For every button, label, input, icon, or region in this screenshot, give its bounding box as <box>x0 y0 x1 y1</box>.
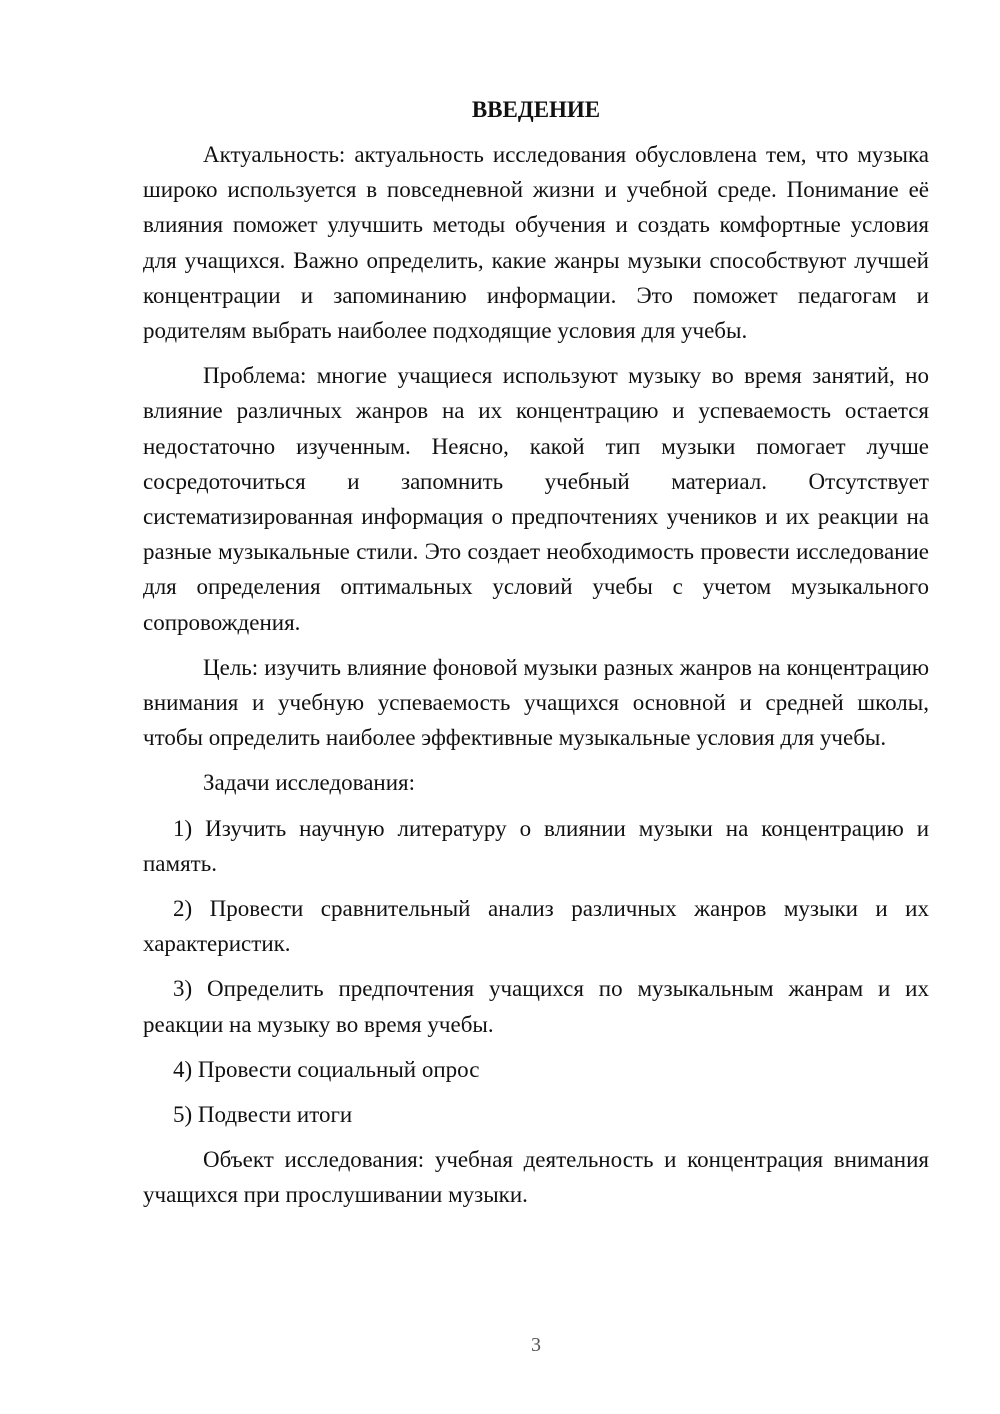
page-number: 3 <box>531 1334 541 1356</box>
task-item-1: 1) Изучить научную литературу о влиянии музыки на концентрацию и память. <box>143 815 929 876</box>
problem-paragraph: Проблема: многие учащиеся используют музыку во время занятий, но влияние различных жанров на их концентрацию и успеваемость остается недостаточно изученным. Неясно, какой тип музыки помогает лучше сосредоточиться и запомнить учебный материал. Отсутствует систематизированная информация о предпочтениях учеников и их реакции на разные музыкальные стили. Это создает необходимость провести исследование для определения оптимальных условий учебы с учетом музыкального сопровождения. <box>143 363 929 635</box>
tasks-heading: Задачи исследования: <box>203 770 416 796</box>
task-item-3: 3) Определить предпочтения учащихся по музыкальным жанрам и их реакции на музыку во время учебы. <box>143 976 929 1037</box>
section-title: ВВЕДЕНИЕ <box>471 97 601 122</box>
object-paragraph: Объект исследования: учебная деятельность и концентрация внимания учащихся при прослушивании музыки. <box>143 1147 929 1208</box>
task-item-4: 4) Провести социальный опрос <box>173 1056 480 1082</box>
relevance-paragraph: Актуальность: актуальность исследования обусловлена тем, что музыка широко используется в повседневной жизни и учебной среде. Понимание её влияния поможет улучшить методы обучения и создать комфортные условия для учащихся. Важно определить, какие жанры музыки способствуют лучшей концентрации и запоминанию информации. Это поможет педагогам и родителям выбрать наиболее подходящие условия для учебы. <box>143 142 929 344</box>
goal-paragraph: Цель: изучить влияние фоновой музыки разных жанров на концентрацию внимания и учебную успеваемость учащихся основной и средней школы, чтобы определить наиболее эффективные музыкальные условия для учебы. <box>143 654 929 751</box>
task-item-5: 5) Подвести итоги <box>173 1102 353 1128</box>
document-page <box>143 95 929 1223</box>
task-item-2: 2) Провести сравнительный анализ различных жанров музыки и их характеристик. <box>143 896 929 957</box>
